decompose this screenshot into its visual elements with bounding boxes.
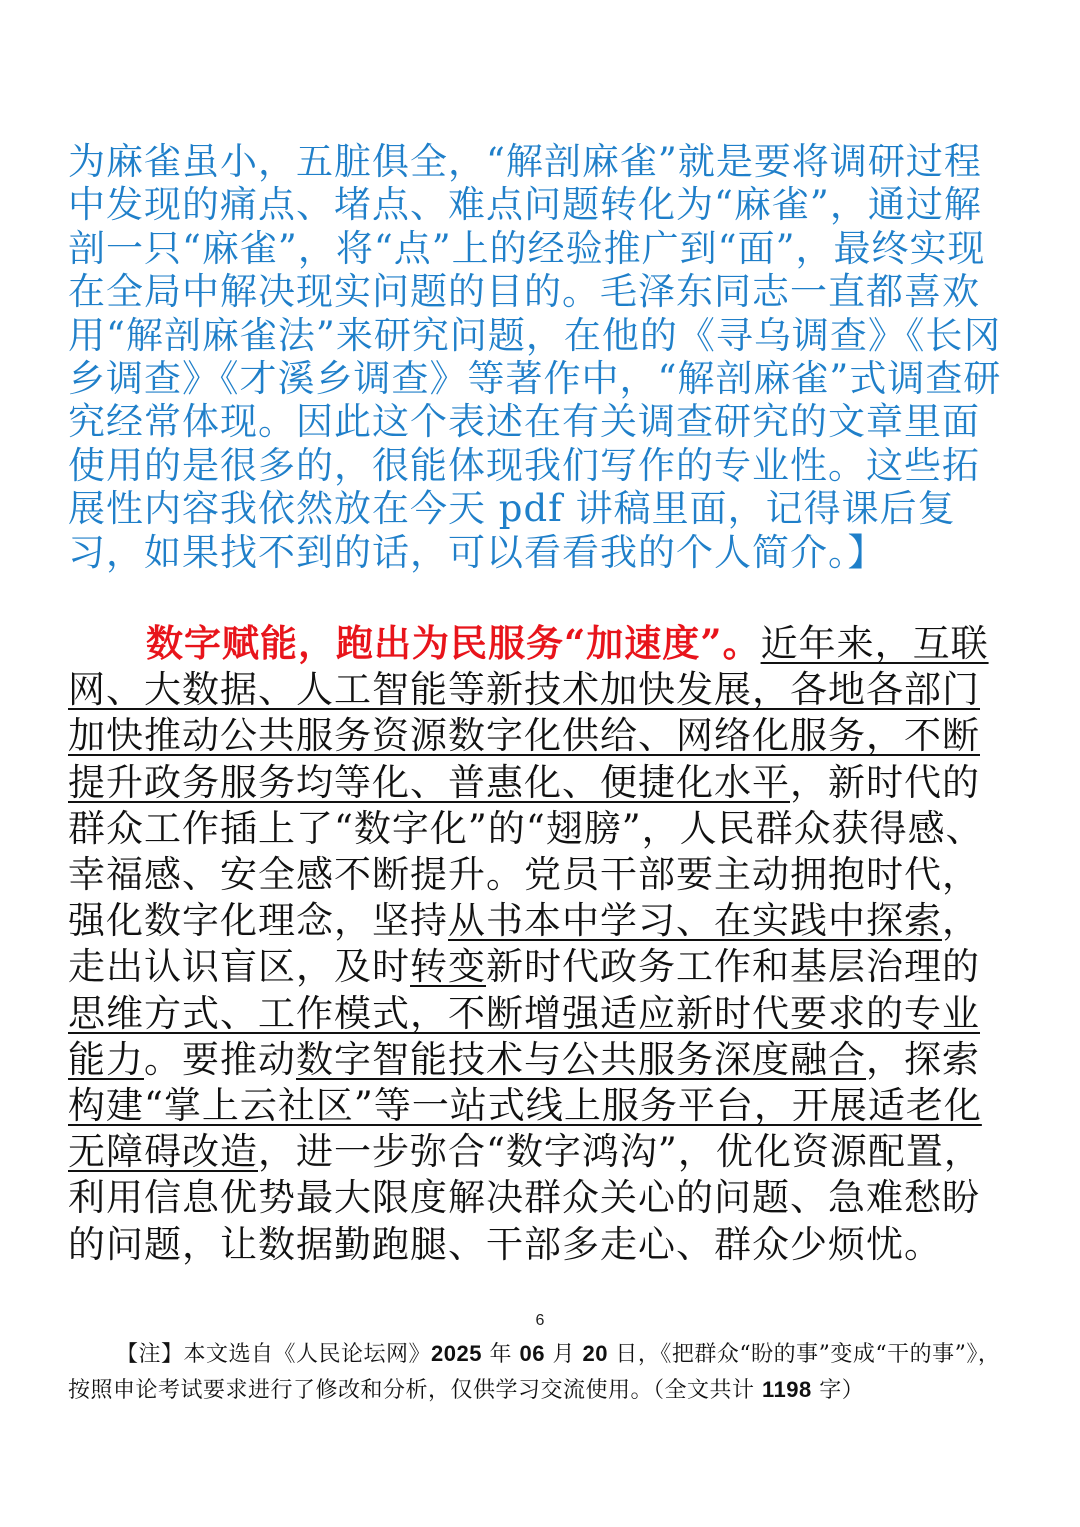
note-text: 字） xyxy=(811,1378,865,1403)
underlined-phrase: 从书本中学习、在实践中探索 xyxy=(448,899,942,943)
underlined-phrase: 思维方式、工作模式，不断增强适应新时代要求的专业能力 xyxy=(68,991,980,1081)
underlined-phrase: 构建“掌上云社区”等一站式线上服务平台，开展适老化无障碍改造 xyxy=(68,1084,982,1174)
note-year: 2025 xyxy=(431,1341,482,1366)
body-text: ，新时代的群众工作插上了“数字化”的“翅膀”，人民群众获得感、幸福感、安全感不断提升。党员干部要主动拥抱时代，强化数字化理念，坚持 xyxy=(68,760,984,943)
page-number: 6 xyxy=(535,1312,545,1329)
section-heading: 数字赋能，跑出为民服务“加速度”。 xyxy=(146,621,761,665)
note-word-count: 1198 xyxy=(762,1377,812,1402)
note-month: 06 xyxy=(519,1341,545,1366)
blue-commentary-paragraph: 为麻雀虽小，五脏俱全，“解剖麻雀”就是要将调研过程中发现的痛点、堵点、难点问题转化为“麻雀”，通过解剖一只“麻雀”，将“点”上的经验推广到“面”，最终实现在全局中解决现实问题的目的。毛泽东同志一直都喜欢用“解剖麻雀法”来研究问题，在他的《寻乌调查》《长冈乡调查》《才溪乡调查》等著作中，“解剖麻雀”式调查研究经常体现。因此这个表述在有关调查研究的文章里面使用的是很多的，很能体现我们写作的专业性。这些拓展性内容我依然放在今天 pdf 讲稿里面，记得课后复习，如果找不到的话，可以看看我的个人简介。】 xyxy=(68,140,1002,574)
note-text: 月 xyxy=(544,1342,583,1367)
body-text: ，探索 xyxy=(866,1037,980,1081)
note-text: 日，《把群众“盼的事”变成“干的事”》，按照申论考试要求进行了修改和分析，仅供学习交流使用。（全文共计 xyxy=(68,1342,1001,1403)
main-paragraph xyxy=(68,620,1012,1268)
note-day: 20 xyxy=(582,1341,608,1366)
note-text: 【注】本文选自《人民论坛网》 xyxy=(116,1342,432,1367)
underlined-phrase: 转变 xyxy=(410,945,486,989)
body-text: ，走出认识盲区，及时 xyxy=(68,899,980,989)
source-note xyxy=(68,1336,1012,1408)
body-text: ，进一步弥合“数字鸿沟”，优化资源配置，利用信息优势最大限度解决群众关心的问题、急难愁盼的问题，让数据勤跑腿、干部多走心、群众少烦忧。 xyxy=(68,1130,982,1266)
note-text: 年 xyxy=(481,1342,520,1367)
underlined-phrase: 数字智能技术与公共服务深度融合 xyxy=(296,1037,866,1081)
underlined-sentence: 近年来，互联网、大数据、人工智能等新技术加快发展，各地各部门加快推动公共服务资源数字化供给、网络化服务，不断提升政务服务均等化、普惠化、便捷化水平 xyxy=(68,622,989,804)
body-text: 新时代政务工作和基层治理的 xyxy=(486,945,980,989)
body-text: 。要推动 xyxy=(144,1037,296,1081)
